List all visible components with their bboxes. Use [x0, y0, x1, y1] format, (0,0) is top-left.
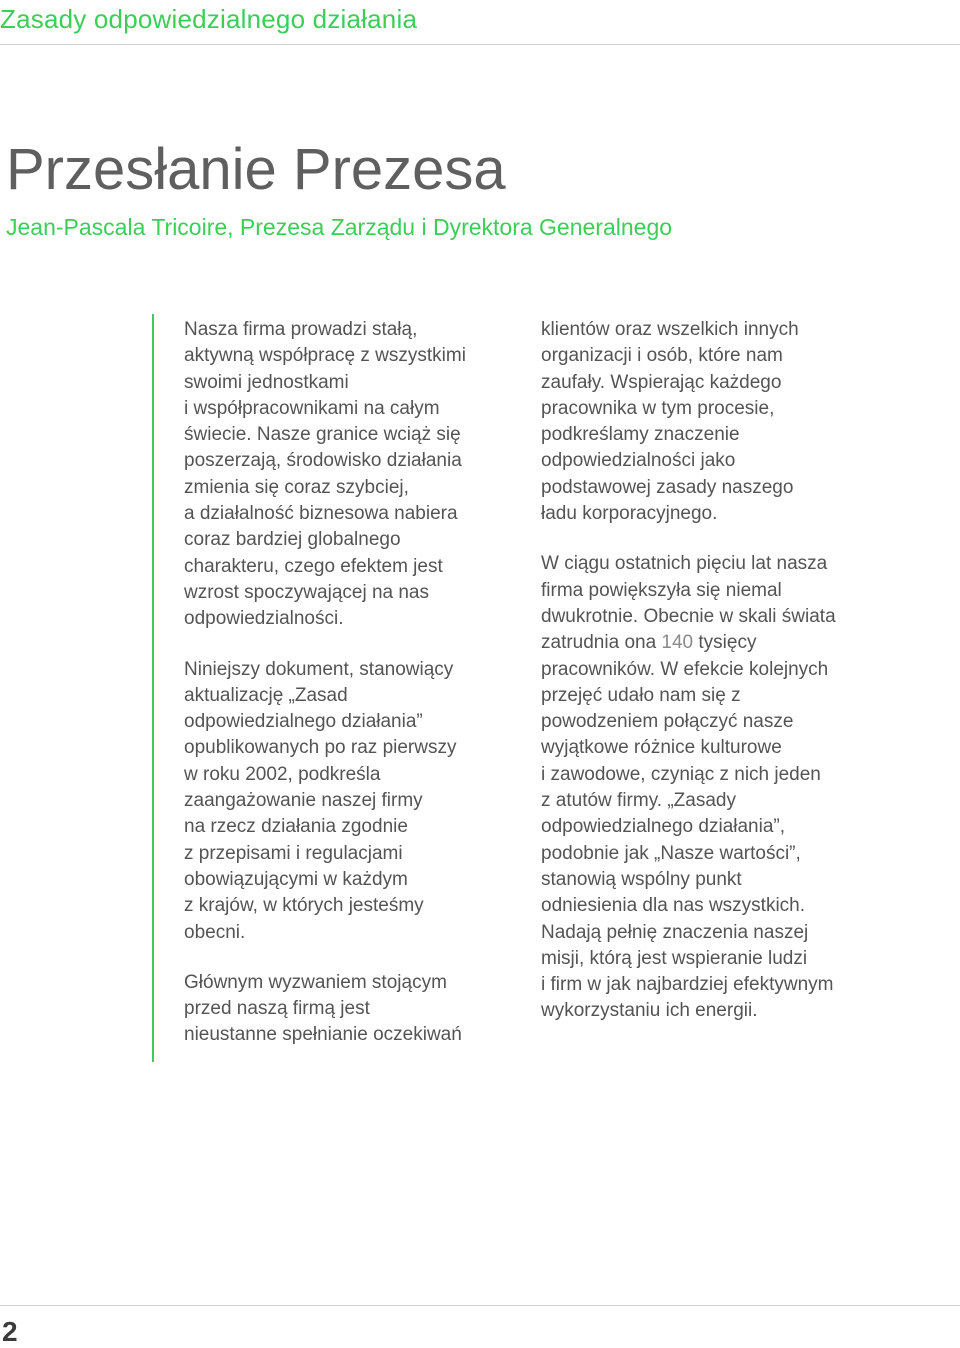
text-line: z atutów firmy. „Zasady — [541, 790, 736, 812]
text-line: dwukrotnie. Obecnie w skali świata — [541, 605, 836, 627]
header-divider — [0, 44, 960, 45]
text-line: w roku 2002, podkreśla — [184, 763, 381, 785]
text-line: opublikowanych po raz pierwszy — [184, 737, 457, 759]
text-line: odniesienia dla nas wszystkich. — [541, 895, 806, 917]
text-line: aktywną współpracę z wszystkimi — [184, 345, 466, 367]
text-line: podstawowej zasady naszego — [541, 476, 794, 498]
text-line: odpowiedzialnego działania” — [184, 711, 423, 733]
text-fragment: tysięcy — [693, 632, 757, 654]
text-line: podkreślamy znaczenie — [541, 424, 740, 446]
text-line: Niniejszy dokument, stanowiący — [184, 658, 454, 680]
paragraph — [541, 551, 901, 1024]
text-line: przed naszą firmą jest — [184, 998, 370, 1020]
paragraph — [184, 317, 524, 633]
running-header-title: Zasady odpowiedzialnego działania — [0, 4, 418, 34]
text-line: organizacji i osób, które nam — [541, 345, 783, 367]
text-line: i firm w jak najbardziej efektywnym — [541, 974, 834, 996]
paragraph — [184, 970, 524, 1049]
text-line: wykorzystaniu ich energii. — [541, 1000, 758, 1022]
text-line: W ciągu ostatnich pięciu lat nasza — [541, 553, 828, 575]
text-line — [541, 630, 901, 656]
text-line: firma powiększyła się niemal — [541, 579, 782, 601]
right-text-column — [541, 317, 901, 1025]
employee-count-highlight: 140 — [661, 632, 694, 654]
text-line: odpowiedzialności jako — [541, 450, 736, 472]
text-line: stanowią wspólny punkt — [541, 868, 742, 890]
text-line: poszerzają, środowisko działania — [184, 450, 462, 472]
text-line: wyjątkowe różnice kulturowe — [541, 737, 782, 759]
text-line: i współpracownikami na całym — [184, 397, 440, 419]
text-line: charakteru, czego efektem jest — [184, 555, 443, 577]
page-number: 2 — [2, 1316, 18, 1347]
text-line: podobnie jak „Nasze wartości”, — [541, 842, 801, 864]
paragraph — [184, 657, 524, 946]
footer-divider — [0, 1305, 960, 1306]
text-line: swoimi jednostkami — [184, 371, 349, 393]
text-line: coraz bardziej globalnego — [184, 529, 401, 551]
text-line: i zawodowe, czyniąc z nich jeden — [541, 763, 821, 785]
text-line: odpowiedzialności. — [184, 608, 344, 630]
text-line: zmienia się coraz szybciej, — [184, 476, 409, 498]
text-line: pracowników. W efekcie kolejnych — [541, 658, 829, 680]
left-text-column — [184, 317, 524, 1049]
text-line: powodzeniem połączyć nasze — [541, 711, 794, 733]
text-line: ładu korporacyjnego. — [541, 503, 718, 525]
text-line: obecni. — [184, 921, 246, 943]
text-line: przejęć udało nam się z — [541, 684, 741, 706]
text-line: zaufały. Wspierając każdego — [541, 371, 782, 393]
text-line: z krajów, w których jesteśmy — [184, 895, 424, 917]
text-line: a działalność biznesowa nabiera — [184, 503, 458, 525]
text-fragment: zatrudnia ona — [541, 632, 662, 654]
text-line: zaangażowanie naszej firmy — [184, 790, 423, 812]
accent-bar — [152, 314, 154, 1062]
text-line: nieustanne spełnianie oczekiwań — [184, 1024, 462, 1046]
text-line: misji, którą jest wspieranie ludzi — [541, 947, 808, 969]
text-line: aktualizację „Zasad — [184, 684, 348, 706]
text-line: wzrost spoczywającej na nas — [184, 581, 429, 603]
text-line: z przepisami i regulacjami — [184, 842, 403, 864]
text-line: na rzecz działania zgodnie — [184, 816, 408, 838]
text-line: pracownika w tym procesie, — [541, 397, 775, 419]
text-line: Nadają pełnię znaczenia naszej — [541, 921, 809, 943]
text-line: Nasza firma prowadzi stałą, — [184, 319, 418, 340]
text-line: obowiązującymi w każdym — [184, 868, 408, 890]
text-line: klientów oraz wszelkich innych — [541, 319, 799, 340]
text-line: odpowiedzialnego działania”, — [541, 816, 786, 838]
text-line: Głównym wyzwaniem stojącym — [184, 971, 447, 993]
page-title: Przesłanie Prezesa — [6, 137, 506, 202]
paragraph — [541, 317, 901, 527]
text-line: świecie. Nasze granice wciąż się — [184, 424, 461, 446]
page-subtitle: Jean-Pascala Tricoire, Prezesa Zarządu i Dyrektora Generalnego — [6, 214, 673, 240]
